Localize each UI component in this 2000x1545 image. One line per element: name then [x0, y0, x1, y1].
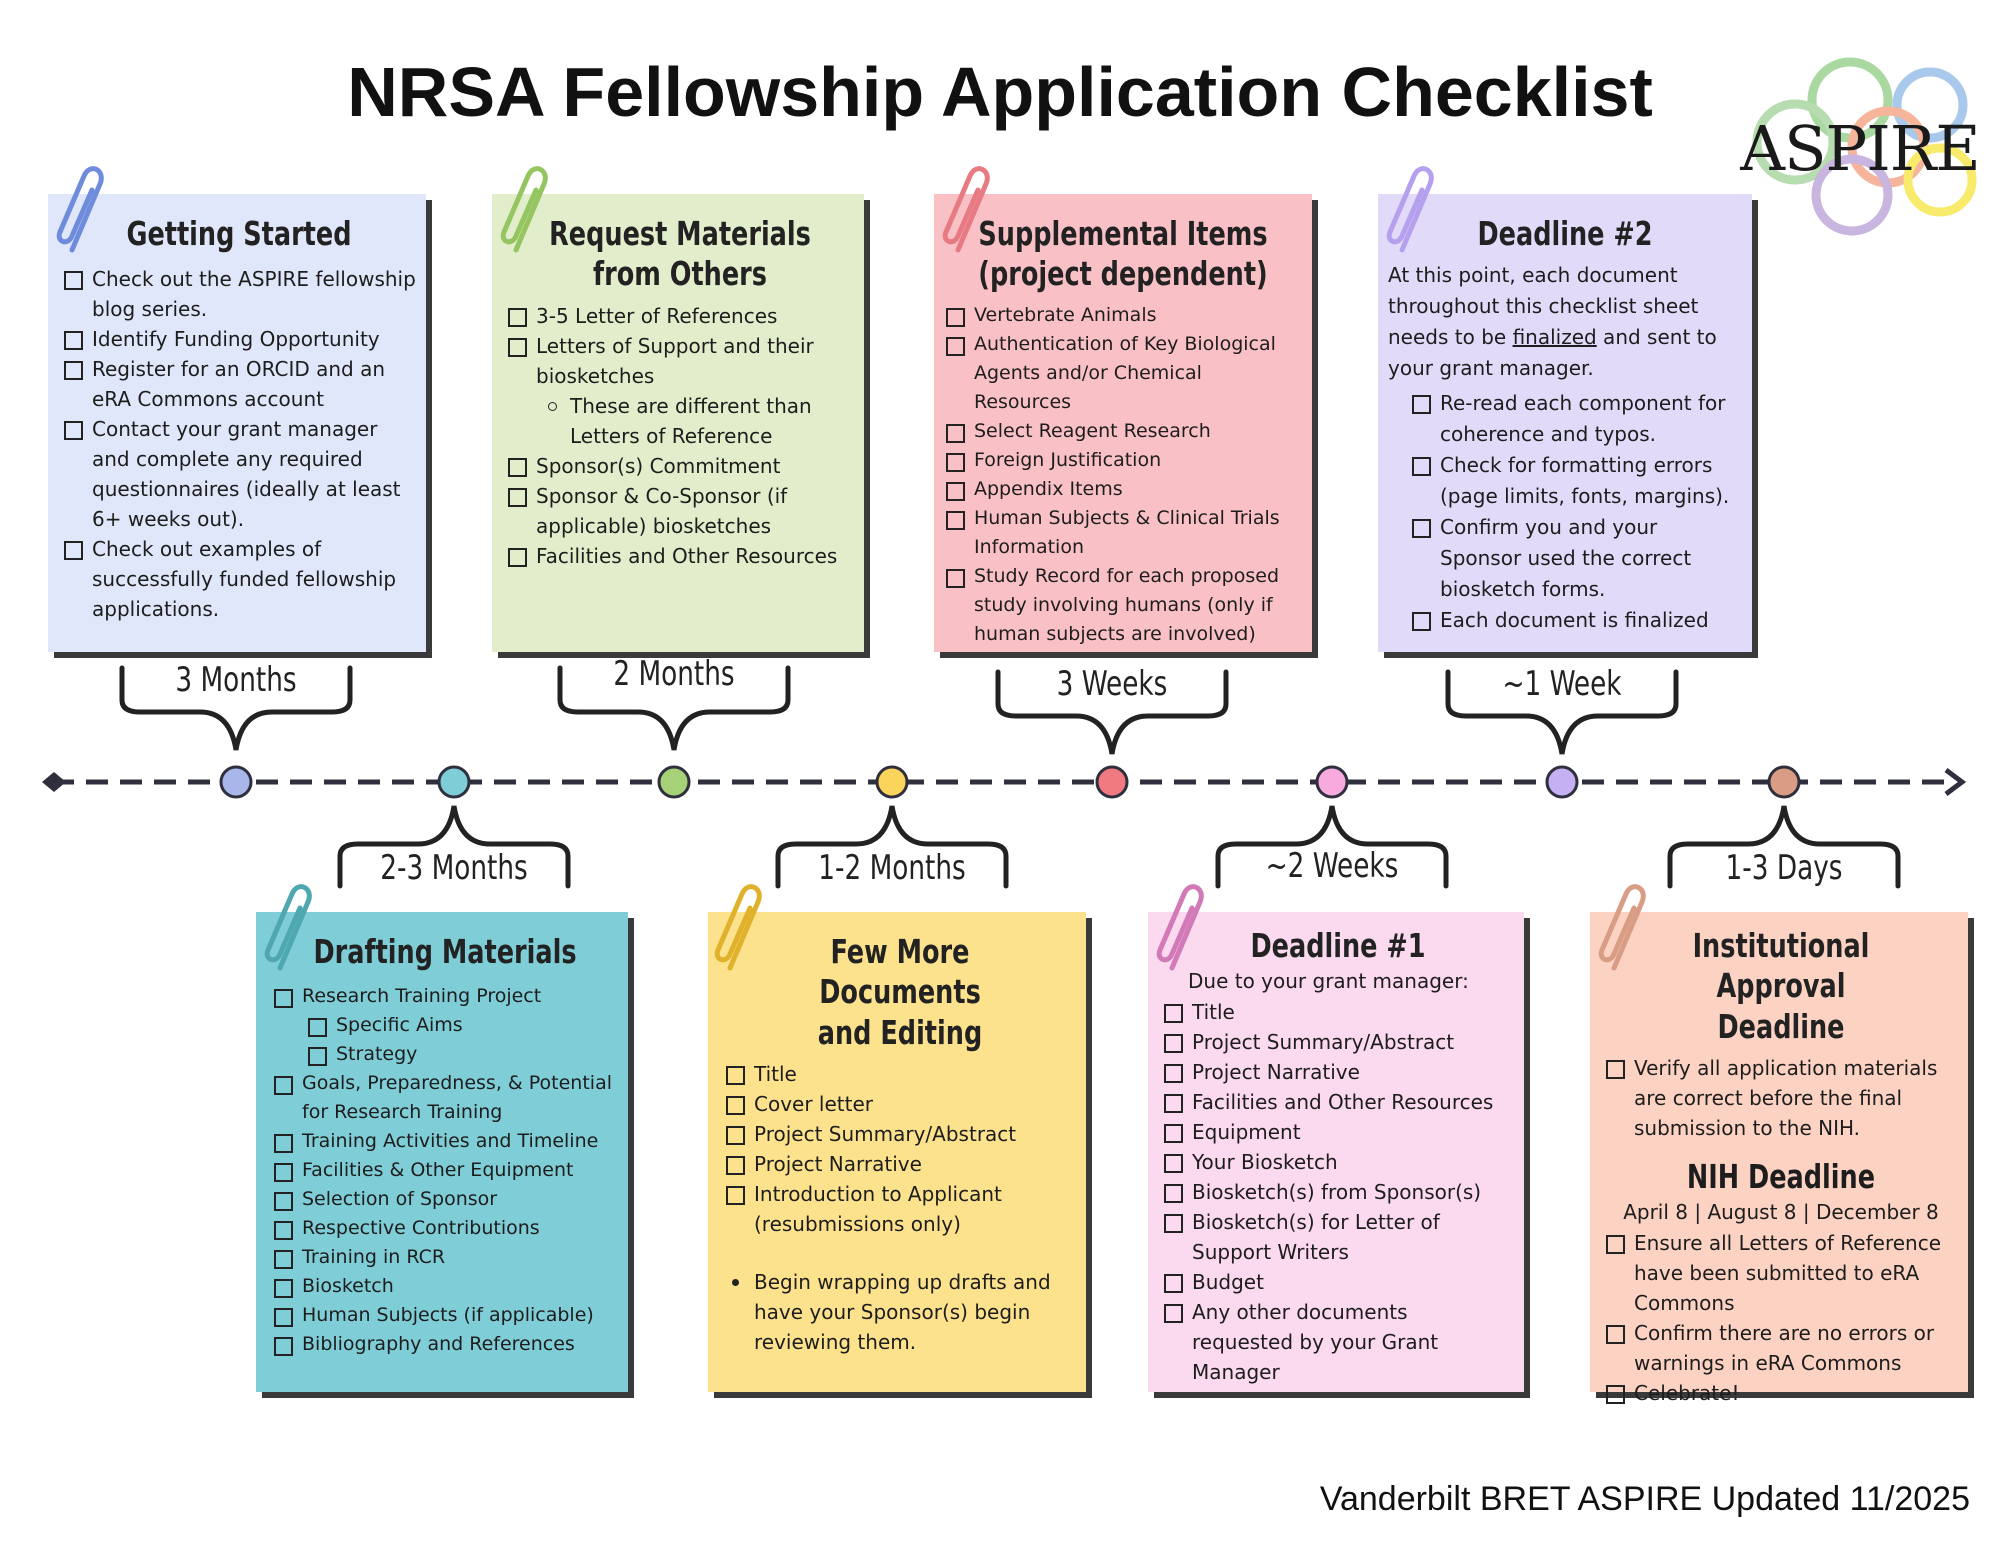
- paperclip-icon: [1380, 162, 1444, 258]
- request-title-line2: from Others: [593, 254, 767, 294]
- checklist-item[interactable]: Re-read each component for coherence and typos.: [1410, 388, 1742, 450]
- timeline-dot: [659, 767, 689, 797]
- checklist-item[interactable]: 3-5 Letter of References: [506, 301, 854, 331]
- timeline-dot: [877, 767, 907, 797]
- paperclip-icon: [936, 162, 1000, 258]
- checklist-item[interactable]: Register for an ORCID and an eRA Commons account: [62, 354, 416, 414]
- checklist-item[interactable]: Biosketch(s) for Letter of Support Writers: [1162, 1207, 1514, 1267]
- checklist-item[interactable]: Foreign Justification: [944, 446, 1302, 475]
- checklist-item[interactable]: Contact your grant manager and complete any required questionnaires (ideally at least 6+ weeks out).: [62, 414, 416, 534]
- request-materials-title: [530, 214, 829, 295]
- checklist-item[interactable]: Identify Funding Opportunity: [62, 324, 416, 354]
- supplemental-title: [969, 214, 1277, 295]
- supplemental-title-line2: (project dependent): [978, 254, 1268, 294]
- nih-deadline-title: NIH Deadline: [1686, 1156, 1876, 1196]
- timeline-dot: [439, 767, 469, 797]
- checklist-item[interactable]: Project Summary/Abstract: [1162, 1027, 1514, 1057]
- top-label-2-months: 2 Months: [613, 654, 735, 694]
- timeline-dot: [1317, 767, 1347, 797]
- checklist-item[interactable]: Study Record for each proposed study involving humans (only if human subjects are involved): [944, 562, 1302, 649]
- paperclip-icon: [1150, 880, 1214, 976]
- checklist-item[interactable]: Equipment: [1162, 1117, 1514, 1147]
- card-drafting-materials: [256, 912, 628, 1392]
- timeline-dot: [1547, 767, 1577, 797]
- sub-item: These are different than Letters of Reference: [540, 391, 854, 451]
- checklist-item[interactable]: Verify all application materials are correct before the final submission to the NIH.: [1604, 1053, 1958, 1143]
- few-more-list: [724, 1059, 1076, 1357]
- drafting-title: Drafting Materials: [313, 932, 577, 971]
- checklist-item[interactable]: Budget: [1162, 1267, 1514, 1297]
- checklist-item[interactable]: Celebrate!: [1604, 1378, 1958, 1408]
- checklist-item[interactable]: Bibliography and References: [272, 1330, 618, 1359]
- deadline-2-list: [1410, 388, 1742, 636]
- paperclip-icon: [1592, 880, 1656, 976]
- deadline-1-title: Deadline #1: [1250, 926, 1426, 965]
- top-label-1-week: ~1 Week: [1502, 664, 1622, 704]
- deadline-1-list: [1162, 997, 1514, 1387]
- supplemental-list: [944, 301, 1302, 649]
- checklist-item[interactable]: Introduction to Applicant (resubmissions only): [724, 1179, 1076, 1239]
- institutional-title: [1629, 926, 1933, 1047]
- checklist-item[interactable]: Research Training Project: [272, 982, 618, 1011]
- checklist-item[interactable]: Facilities & Other Equipment: [272, 1156, 618, 1185]
- card-getting-started: [48, 194, 426, 652]
- request-materials-list: [506, 301, 854, 571]
- getting-started-title: Getting Started: [126, 214, 352, 253]
- checklist-item[interactable]: Sponsor(s) Commitment: [506, 451, 854, 481]
- card-supplemental-items: [934, 194, 1312, 652]
- institutional-title-line2: Deadline: [1717, 1006, 1845, 1046]
- checklist-item[interactable]: Authentication of Key Biological Agents and/or Chemical Resources: [944, 330, 1302, 417]
- bottom-label-1-3-days: 1-3 Days: [1725, 848, 1843, 888]
- deadline-1-intro: Due to your grant manager:: [1188, 969, 1469, 994]
- deadline-2-title: Deadline #2: [1477, 214, 1653, 253]
- checklist-item[interactable]: Training Activities and Timeline: [272, 1127, 618, 1156]
- checklist-item[interactable]: Vertebrate Animals: [944, 301, 1302, 330]
- getting-started-list: [62, 264, 416, 624]
- checklist-item[interactable]: Facilities and Other Resources: [506, 541, 854, 571]
- checklist-item[interactable]: Cover letter: [724, 1089, 1076, 1119]
- top-label-3-weeks: 3 Weeks: [1056, 664, 1168, 704]
- timeline-dot: [1769, 767, 1799, 797]
- checklist-item[interactable]: Appendix Items: [944, 475, 1302, 504]
- bottom-label-1-2-months: 1-2 Months: [818, 848, 966, 888]
- checklist-item[interactable]: Each document is finalized: [1410, 605, 1742, 636]
- checklist-item[interactable]: Check out examples of successfully funded fellowship applications.: [62, 534, 416, 624]
- timeline-arrow-icon: [1946, 770, 1962, 794]
- timeline-dot: [1097, 767, 1127, 797]
- checklist-item[interactable]: Sponsor & Co-Sponsor (if applicable) biosketches: [506, 481, 854, 541]
- paperclip-icon: [494, 162, 558, 258]
- intro-text-b: and sent to your grant manager.: [1388, 325, 1717, 381]
- checklist-item[interactable]: Project Narrative: [1162, 1057, 1514, 1087]
- sub-checklist-item[interactable]: Specific Aims: [306, 1011, 618, 1040]
- paperclip-icon: [50, 162, 114, 258]
- paperclip-icon: [708, 880, 772, 976]
- checklist-item[interactable]: Training in RCR: [272, 1243, 618, 1272]
- top-label-3-months: 3 Months: [175, 660, 297, 700]
- checklist-item[interactable]: Biosketch: [272, 1272, 618, 1301]
- card-few-more-documents: [708, 912, 1086, 1392]
- intro-underlined: finalized: [1512, 325, 1597, 350]
- checklist-item[interactable]: Title: [1162, 997, 1514, 1027]
- institutional-list: [1604, 1053, 1958, 1143]
- checklist-item[interactable]: Project Summary/Abstract: [724, 1119, 1076, 1149]
- timeline-dot: [221, 767, 251, 797]
- card-request-materials: [492, 194, 864, 652]
- bullet-note: Begin wrapping up drafts and have your Sponsor(s) begin reviewing them.: [724, 1267, 1076, 1357]
- checklist-item[interactable]: Respective Contributions: [272, 1214, 618, 1243]
- few-more-title: [749, 932, 1052, 1053]
- checklist-item[interactable]: Check for formatting errors (page limits, fonts, margins).: [1410, 450, 1742, 512]
- aspire-logo: [1740, 50, 1980, 240]
- checklist-item[interactable]: Human Subjects (if applicable): [272, 1301, 618, 1330]
- checklist-item[interactable]: Project Narrative: [724, 1149, 1076, 1179]
- footer-credit: Vanderbilt BRET ASPIRE Updated 11/2025: [1319, 1480, 1970, 1518]
- checklist-item[interactable]: Check out the ASPIRE fellowship blog series.: [62, 264, 416, 324]
- timeline-start-icon: [42, 772, 66, 792]
- checklist-item[interactable]: Your Biosketch: [1162, 1147, 1514, 1177]
- checklist-item[interactable]: Human Subjects & Clinical Trials Information: [944, 504, 1302, 562]
- checklist-item[interactable]: Ensure all Letters of Reference have been submitted to eRA Commons: [1604, 1228, 1958, 1318]
- logo-text: ASPIRE: [1740, 112, 1980, 185]
- checklist-item[interactable]: Goals, Preparedness, & Potential for Research Training: [272, 1069, 618, 1127]
- checklist-item[interactable]: Facilities and Other Resources: [1162, 1087, 1514, 1117]
- checklist-item[interactable]: Any other documents requested by your Grant Manager: [1162, 1297, 1514, 1387]
- checklist-item[interactable]: Biosketch(s) from Sponsor(s): [1162, 1177, 1514, 1207]
- few-more-title-line1: Few More Documents: [819, 932, 981, 1012]
- page-title: NRSA Fellowship Application Checklist: [347, 53, 1653, 131]
- drafting-list: [272, 982, 618, 1359]
- bottom-label-2-weeks: ~2 Weeks: [1265, 846, 1399, 886]
- sub-checklist-item[interactable]: Strategy: [306, 1040, 618, 1069]
- request-title-line1: Request Materials: [549, 214, 811, 253]
- checklist-item[interactable]: Confirm there are no errors or warnings in eRA Commons: [1604, 1318, 1958, 1378]
- intro-text-a: At this point, each document throughout this checklist sheet needs to be: [1388, 263, 1699, 350]
- checklist-item[interactable]: Select Reagent Research: [944, 417, 1302, 446]
- nih-deadline-dates: April 8 | August 8 | December 8: [1623, 1199, 1939, 1224]
- paperclip-icon: [258, 880, 322, 976]
- institutional-title-line1: Institutional Approval: [1692, 926, 1870, 1006]
- bottom-label-2-3-months: 2-3 Months: [380, 848, 528, 888]
- card-deadline-1: [1148, 912, 1524, 1392]
- few-more-title-line2: and Editing: [817, 1012, 983, 1052]
- deadline-2-intro: [1388, 260, 1742, 384]
- checklist-item[interactable]: Letters of Support and their biosketches: [506, 331, 854, 391]
- supplemental-title-line1: Supplemental Items: [978, 214, 1268, 253]
- checklist-item[interactable]: Confirm you and your Sponsor used the correct biosketch forms.: [1410, 512, 1742, 605]
- card-institutional-approval: [1590, 912, 1968, 1405]
- nih-deadline-list: [1604, 1228, 1958, 1408]
- checklist-item[interactable]: Selection of Sponsor: [272, 1185, 618, 1214]
- checklist-item[interactable]: Title: [724, 1059, 1076, 1089]
- card-deadline-2: [1378, 194, 1752, 652]
